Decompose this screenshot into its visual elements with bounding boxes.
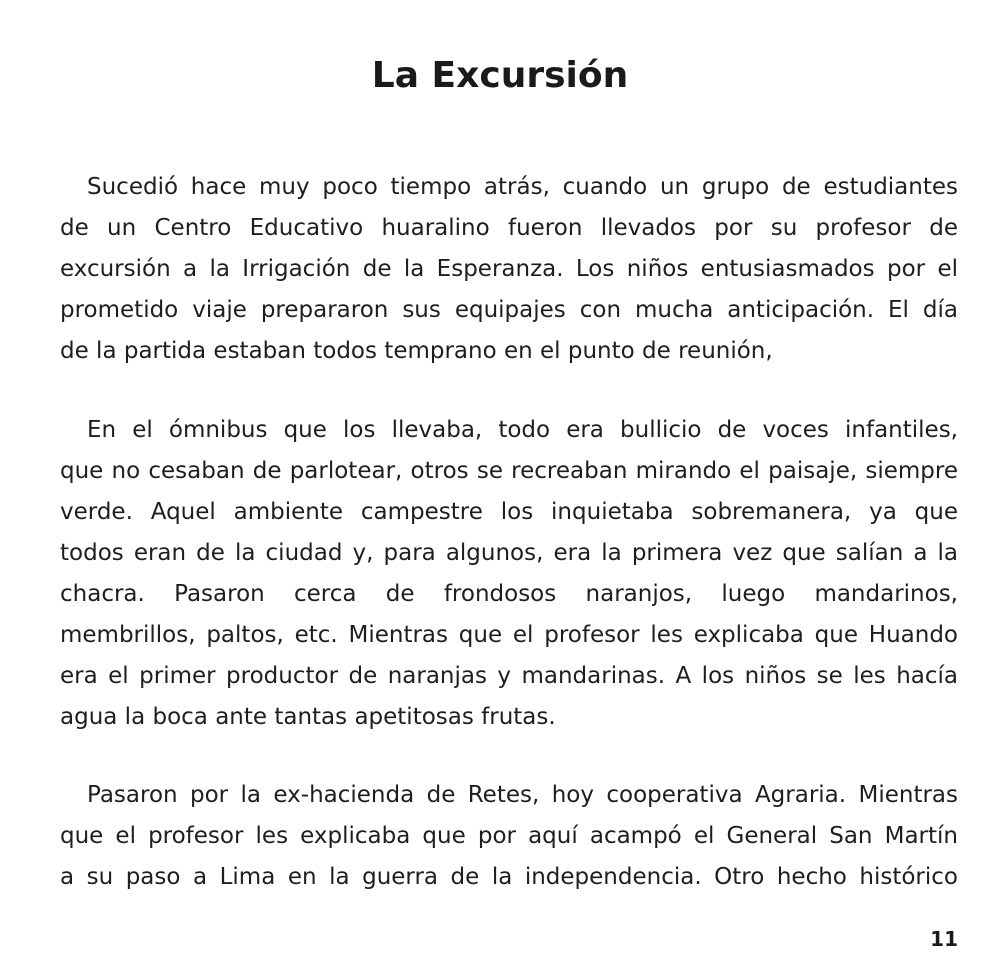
paragraph-2 xyxy=(60,410,958,738)
page-number: 11 xyxy=(930,927,958,951)
paragraph-line: era el primer productor de naranjas y mandarinas. A los niños se les hacía xyxy=(60,663,958,689)
paragraph-line: verde. Aquel ambiente campestre los inquietaba sobremanera, ya que xyxy=(60,499,958,525)
paragraph-line: Pasaron por la ex-hacienda de Retes, hoy cooperativa Agraria. Mientras xyxy=(87,782,958,808)
paragraph-line: Sucedió hace muy poco tiempo atrás, cuando un grupo de estudiantes xyxy=(87,174,958,200)
paragraph-line: que el profesor les explicaba que por aquí acampó el General San Martín xyxy=(60,823,958,849)
paragraph-line: prometido viaje prepararon sus equipajes con mucha anticipación. El día xyxy=(60,297,958,323)
paragraph-line: de un Centro Educativo huaralino fueron llevados por su profesor de xyxy=(60,215,958,241)
paragraph-line: chacra. Pasaron cerca de frondosos naranjos, luego mandarinos, xyxy=(60,581,958,607)
paragraph-line: excursión a la Irrigación de la Esperanza. Los niños entusiasmados por el xyxy=(60,256,958,282)
paragraph-line: de la partida estaban todos temprano en el punto de reunión, xyxy=(60,338,773,364)
page-title: La Excursión xyxy=(371,55,629,96)
paragraph-line: En el ómnibus que los llevaba, todo era bullicio de voces infantiles, xyxy=(87,417,958,443)
paragraph-line: a su paso a Lima en la guerra de la independencia. Otro hecho histórico xyxy=(60,864,958,890)
paragraph-3 xyxy=(60,775,958,898)
paragraph-line: todos eran de la ciudad y, para algunos, era la primera vez que salían a la xyxy=(60,540,958,566)
paragraph-line: agua la boca ante tantas apetitosas frutas. xyxy=(60,704,556,730)
paragraph-line: membrillos, paltos, etc. Mientras que el profesor les explicaba que Huando xyxy=(60,622,958,648)
paragraph-1 xyxy=(60,167,958,372)
paragraph-line: que no cesaban de parlotear, otros se recreaban mirando el paisaje, siempre xyxy=(60,458,958,484)
